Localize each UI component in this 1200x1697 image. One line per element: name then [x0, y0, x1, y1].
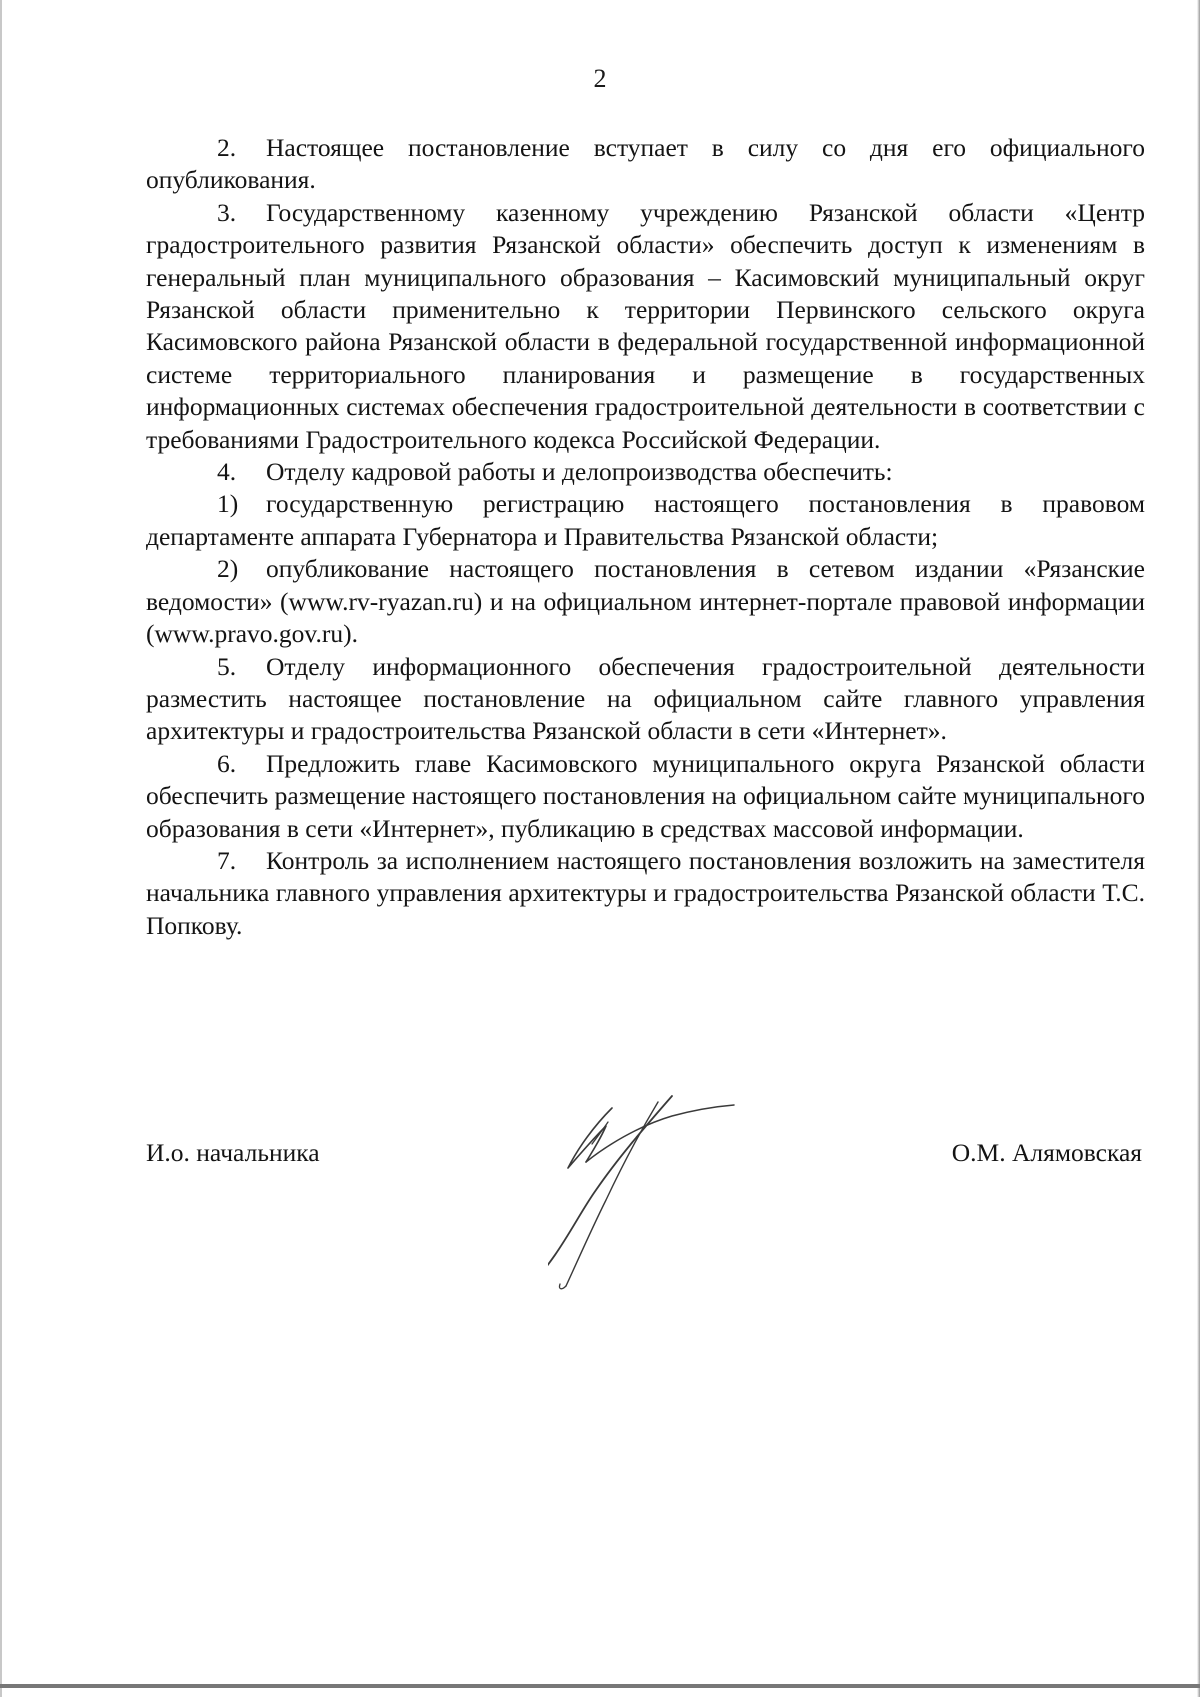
- paragraph-text: Контроль за исполнением настоящего постановления возложить на заместителя начальника главного управления архитектуры и градостроительства Рязанской области Т.С. Попкову.: [146, 845, 1145, 940]
- paragraph-text: опубликование настоящего постановления в сетевом издании «Рязанские ведомости» (www.rv-ryazan.ru) и на официальном интернет-портале правовой информации (www.pravo.gov.ru).: [146, 554, 1145, 649]
- paragraph-number: 1): [217, 489, 239, 519]
- paragraph-number: 2.: [217, 133, 237, 162]
- paragraph-3: [146, 197, 1145, 456]
- handwritten-signature: [548, 1092, 802, 1292]
- paragraph-text: Отделу кадровой работы и делопроизводства обеспечить:: [266, 457, 893, 487]
- signer-name: О.М. Алямовская: [951, 1138, 1142, 1167]
- signature-stroke: [559, 1284, 566, 1289]
- paragraph-number: 3.: [217, 197, 237, 227]
- paragraph-5: [146, 651, 1145, 748]
- page-number: 2: [593, 64, 607, 93]
- paragraph-number: 7.: [217, 845, 237, 875]
- signer-position: И.о. начальника: [146, 1138, 320, 1167]
- paragraph-text: государственную регистрацию настоящего постановления в правовом департаменте аппарата Губернатора и Правительства Рязанской области;: [146, 489, 1145, 551]
- subparagraph-4-2: [146, 553, 1145, 650]
- signature-stroke: [592, 1122, 608, 1144]
- subparagraph-4-1: [146, 488, 1145, 553]
- document-body: [146, 132, 1145, 942]
- scan-left-edge: [0, 0, 2, 1697]
- paragraph-number: 2): [217, 554, 239, 584]
- paragraph-text: Предложить главе Касимовского муниципального округа Рязанской области обеспечить размещение настоящего постановления на официальном сайте муниципального образования в сети «Интернет», публикацию в средствах массовой информации.: [146, 748, 1145, 843]
- paragraph-number: 6.: [217, 748, 237, 778]
- paragraph-7: [146, 845, 1145, 942]
- paragraph-4: [146, 456, 1145, 488]
- paragraph-6: [146, 748, 1145, 845]
- paragraph-text: Государственному казенному учреждению Рязанской области «Центр градостроительного развития Рязанской области» обеспечить доступ к изменениям в генеральный план муниципального образования – Касимовский муниципальный округ Рязанской области применительно к территории Первинского сельского округа Касимовского района Рязанской области в федеральной государственной информационной системе территориального планирования и размещение в государственных информационных системах обеспечения градостроительной деятельности в соответствии с требованиями Градостроительного кодекса Российской Федерации.: [146, 197, 1145, 454]
- paragraph-number: 4.: [217, 457, 237, 487]
- paragraph-number: 5.: [217, 651, 237, 681]
- paragraph-text: Настоящее постановление вступает в силу со дня его официального опубликования.: [146, 133, 1145, 195]
- paragraph-2: [146, 132, 1145, 197]
- paragraph-text: Отделу информационного обеспечения градостроительной деятельности разместить настоящее постановление на официальном сайте главного управления архитектуры и градостроительства Рязанской области в сети «Интернет».: [146, 651, 1145, 746]
- scan-bottom-edge: [0, 1684, 1200, 1688]
- signature-stroke: [586, 1105, 734, 1162]
